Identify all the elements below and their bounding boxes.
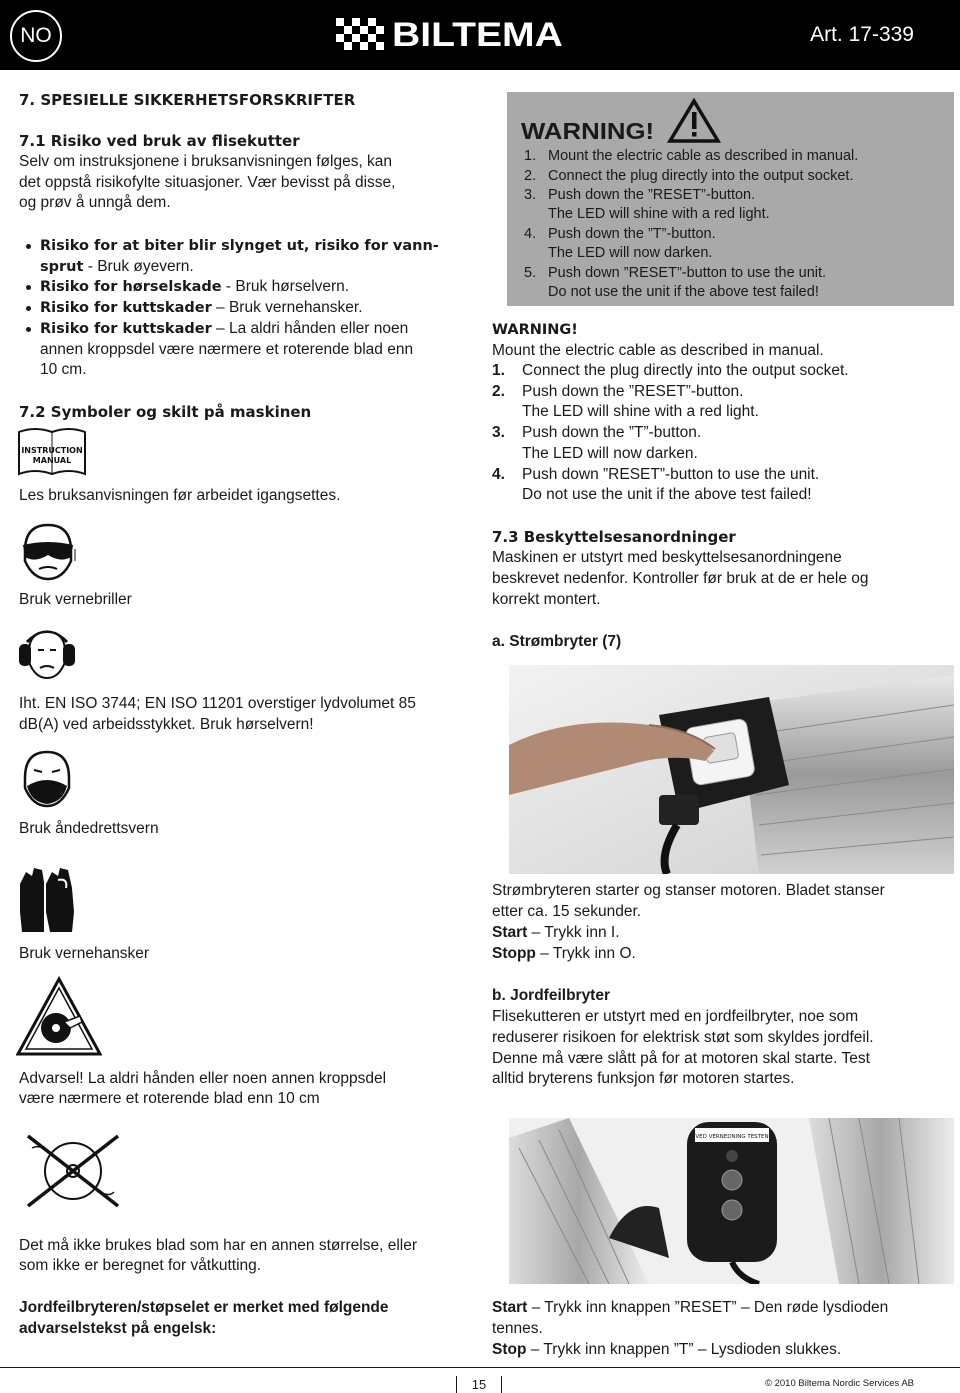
mask-caption: Bruk åndedrettsvern — [19, 820, 159, 837]
subsection-title-7-3: 7.3 Beskyttelsesanordninger — [492, 528, 736, 546]
breaker-text: Flisekutteren er utstyrt med en jordfeilbryter, noe som — [492, 1008, 859, 1025]
nowet-caption: Det må ikke brukes blad som har en annen størrelse, eller — [19, 1237, 418, 1254]
list-item: Risiko for at biter blir slynget ut, risiko for vann- sprut - Bruk øyevern. — [26, 236, 476, 277]
rcd-device-illustration — [509, 1118, 954, 1284]
subsection-title-7-1: 7.1 Risiko ved bruk av flisekutter — [19, 132, 300, 150]
safety-gloves-icon — [14, 862, 80, 934]
warning-step-detail: Do not use the unit if the above test failed! — [548, 284, 819, 300]
warning-item-detail: The LED will now darken. — [522, 445, 698, 462]
nowet-caption: som ikke er beregnet for våtkutting. — [19, 1257, 262, 1274]
breaker-text: alltid bryterens funksjon før motoren startes. — [492, 1070, 795, 1087]
warning-label-box — [507, 92, 954, 306]
start-instruction: Start – Trykk inn I. — [492, 924, 620, 941]
rotating-blade-warning-icon — [16, 976, 102, 1058]
warning-step: 3. Push down the ”RESET”-button. — [524, 187, 756, 203]
warning-step-detail: The LED will shine with a red light. — [548, 206, 770, 222]
gloves-caption: Bruk vernehansker — [19, 945, 150, 962]
page-number: 15 — [456, 1376, 502, 1393]
warning-step: 5. Push down ”RESET”-button to use the unit. — [524, 265, 827, 281]
breaker-note: Jordfeilbryteren/støpselet er merket med følgende — [19, 1299, 389, 1316]
intro-line: og prøv å unngå dem. — [19, 194, 171, 211]
warning-triangle-icon — [667, 98, 721, 144]
warning-title: WARNING! — [521, 118, 655, 144]
intro-line: det oppstå risikofylte situasjoner. Vær bevisst på disse, — [19, 174, 396, 191]
footer-divider — [0, 1367, 960, 1368]
blade-caption: Advarsel! La aldri hånden eller noen annen kroppsdel — [19, 1070, 387, 1087]
sub3-text: Maskinen er utstyrt med beskyttelsesanordningene — [492, 549, 842, 566]
warning-step: 1. Mount the electric cable as described in manual. — [524, 148, 859, 164]
breaker-text: reduserer risikoen for elektrisk støt som skyldes jordfeil. — [492, 1029, 874, 1046]
manual-caption: Les bruksanvisningen før arbeidet igangsettes. — [19, 487, 341, 504]
ear-caption: Iht. EN ISO 3744; EN ISO 11201 overstiger lydvolumet 85 — [19, 695, 416, 712]
warning-item: 1. Connect the plug directly into the output socket. — [492, 362, 849, 379]
warning-item-detail: The LED will shine with a red light. — [522, 403, 759, 420]
warning-intro: Mount the electric cable as described in manual. — [492, 342, 824, 359]
power-switch-illustration — [509, 665, 954, 874]
sub3-text: beskrevet nedenfor. Kontroller før bruk at de er hele og — [492, 570, 869, 587]
list-item: Risiko for kuttskader – La aldri hånden eller noen annen kroppsdel være nærmere et roterende blad enn 10 cm. — [26, 319, 476, 381]
subsection-title-7-2: 7.2 Symboler og skilt på maskinen — [19, 403, 312, 421]
svg-text:INSTRUCTION: INSTRUCTION — [21, 446, 83, 455]
copyright: © 2010 Biltema Nordic Services AB — [764, 1378, 914, 1389]
instruction-manual-icon — [17, 426, 87, 478]
safety-goggles-icon — [17, 521, 79, 583]
list-item: Risiko for hørselskade - Bruk hørselvern. — [26, 277, 476, 298]
ear-protection-icon — [15, 622, 79, 680]
ear-caption: dB(A) ved arbeidsstykket. Bruk hørselvern! — [19, 716, 314, 733]
warning-heading: WARNING! — [492, 322, 578, 338]
goggles-caption: Bruk vernebriller — [19, 591, 132, 608]
stop-instruction: Stopp – Trykk inn O. — [492, 945, 636, 962]
warning-item-detail: Do not use the unit if the above test failed! — [522, 486, 812, 503]
rcd-device-photo — [509, 1118, 954, 1284]
section-title: 7. SPESIELLE SIKKERHETSFORSKRIFTER — [19, 91, 356, 109]
warning-step: 2. Connect the plug directly into the output socket. — [524, 168, 854, 184]
breaker-note: advarselstekst på engelsk: — [19, 1320, 217, 1337]
switch-heading: a. Strømbryter (7) — [492, 633, 622, 650]
warning-step: 4. Push down the ”T”-button. — [524, 226, 716, 242]
warning-step-detail: The LED will now darken. — [548, 245, 713, 261]
switch-text: Strømbryteren starter og stanser motoren. Bladet stanser — [492, 882, 885, 899]
switch-text: etter ca. 15 sekunder. — [492, 903, 642, 920]
stop2-instruction: Stop – Trykk inn knappen ”T” – Lysdioden slukkes. — [492, 1341, 842, 1358]
breaker-heading: b. Jordfeilbryter — [492, 987, 610, 1004]
respirator-mask-icon — [17, 748, 77, 808]
power-switch-photo — [509, 665, 954, 874]
article-number: Art. 17-339 — [810, 23, 914, 46]
warning-item: 3. Push down the ”T”-button. — [492, 424, 702, 441]
prohibited-blade-icon — [18, 1132, 128, 1210]
checkered-flag-icon — [336, 18, 388, 52]
brand-logo: BILTEMA — [392, 16, 563, 54]
intro-line: Selv om instruksjonene i bruksanvisningen følges, kan — [19, 153, 393, 170]
page-header — [0, 0, 960, 70]
start2-instruction-cont: tennes. — [492, 1320, 543, 1337]
warning-item: 4. Push down ”RESET”-button to use the unit. — [492, 466, 820, 483]
start2-instruction: Start – Trykk inn knappen ”RESET” – Den røde lysdioden — [492, 1299, 889, 1316]
svg-text:VED VERNEDNING TESTEN: VED VERNEDNING TESTEN — [695, 1134, 769, 1140]
warning-item: 2. Push down the ”RESET”-button. — [492, 383, 744, 400]
list-item: Risiko for kuttskader – Bruk vernehansker. — [26, 298, 476, 319]
language-badge: NO — [10, 10, 62, 62]
sub3-text: korrekt montert. — [492, 591, 601, 608]
breaker-text: Denne må være slått på for at motoren skal starte. Test — [492, 1050, 870, 1067]
svg-text:MANUAL: MANUAL — [32, 456, 72, 465]
blade-caption: være nærmere et roterende blad enn 10 cm — [19, 1090, 320, 1107]
